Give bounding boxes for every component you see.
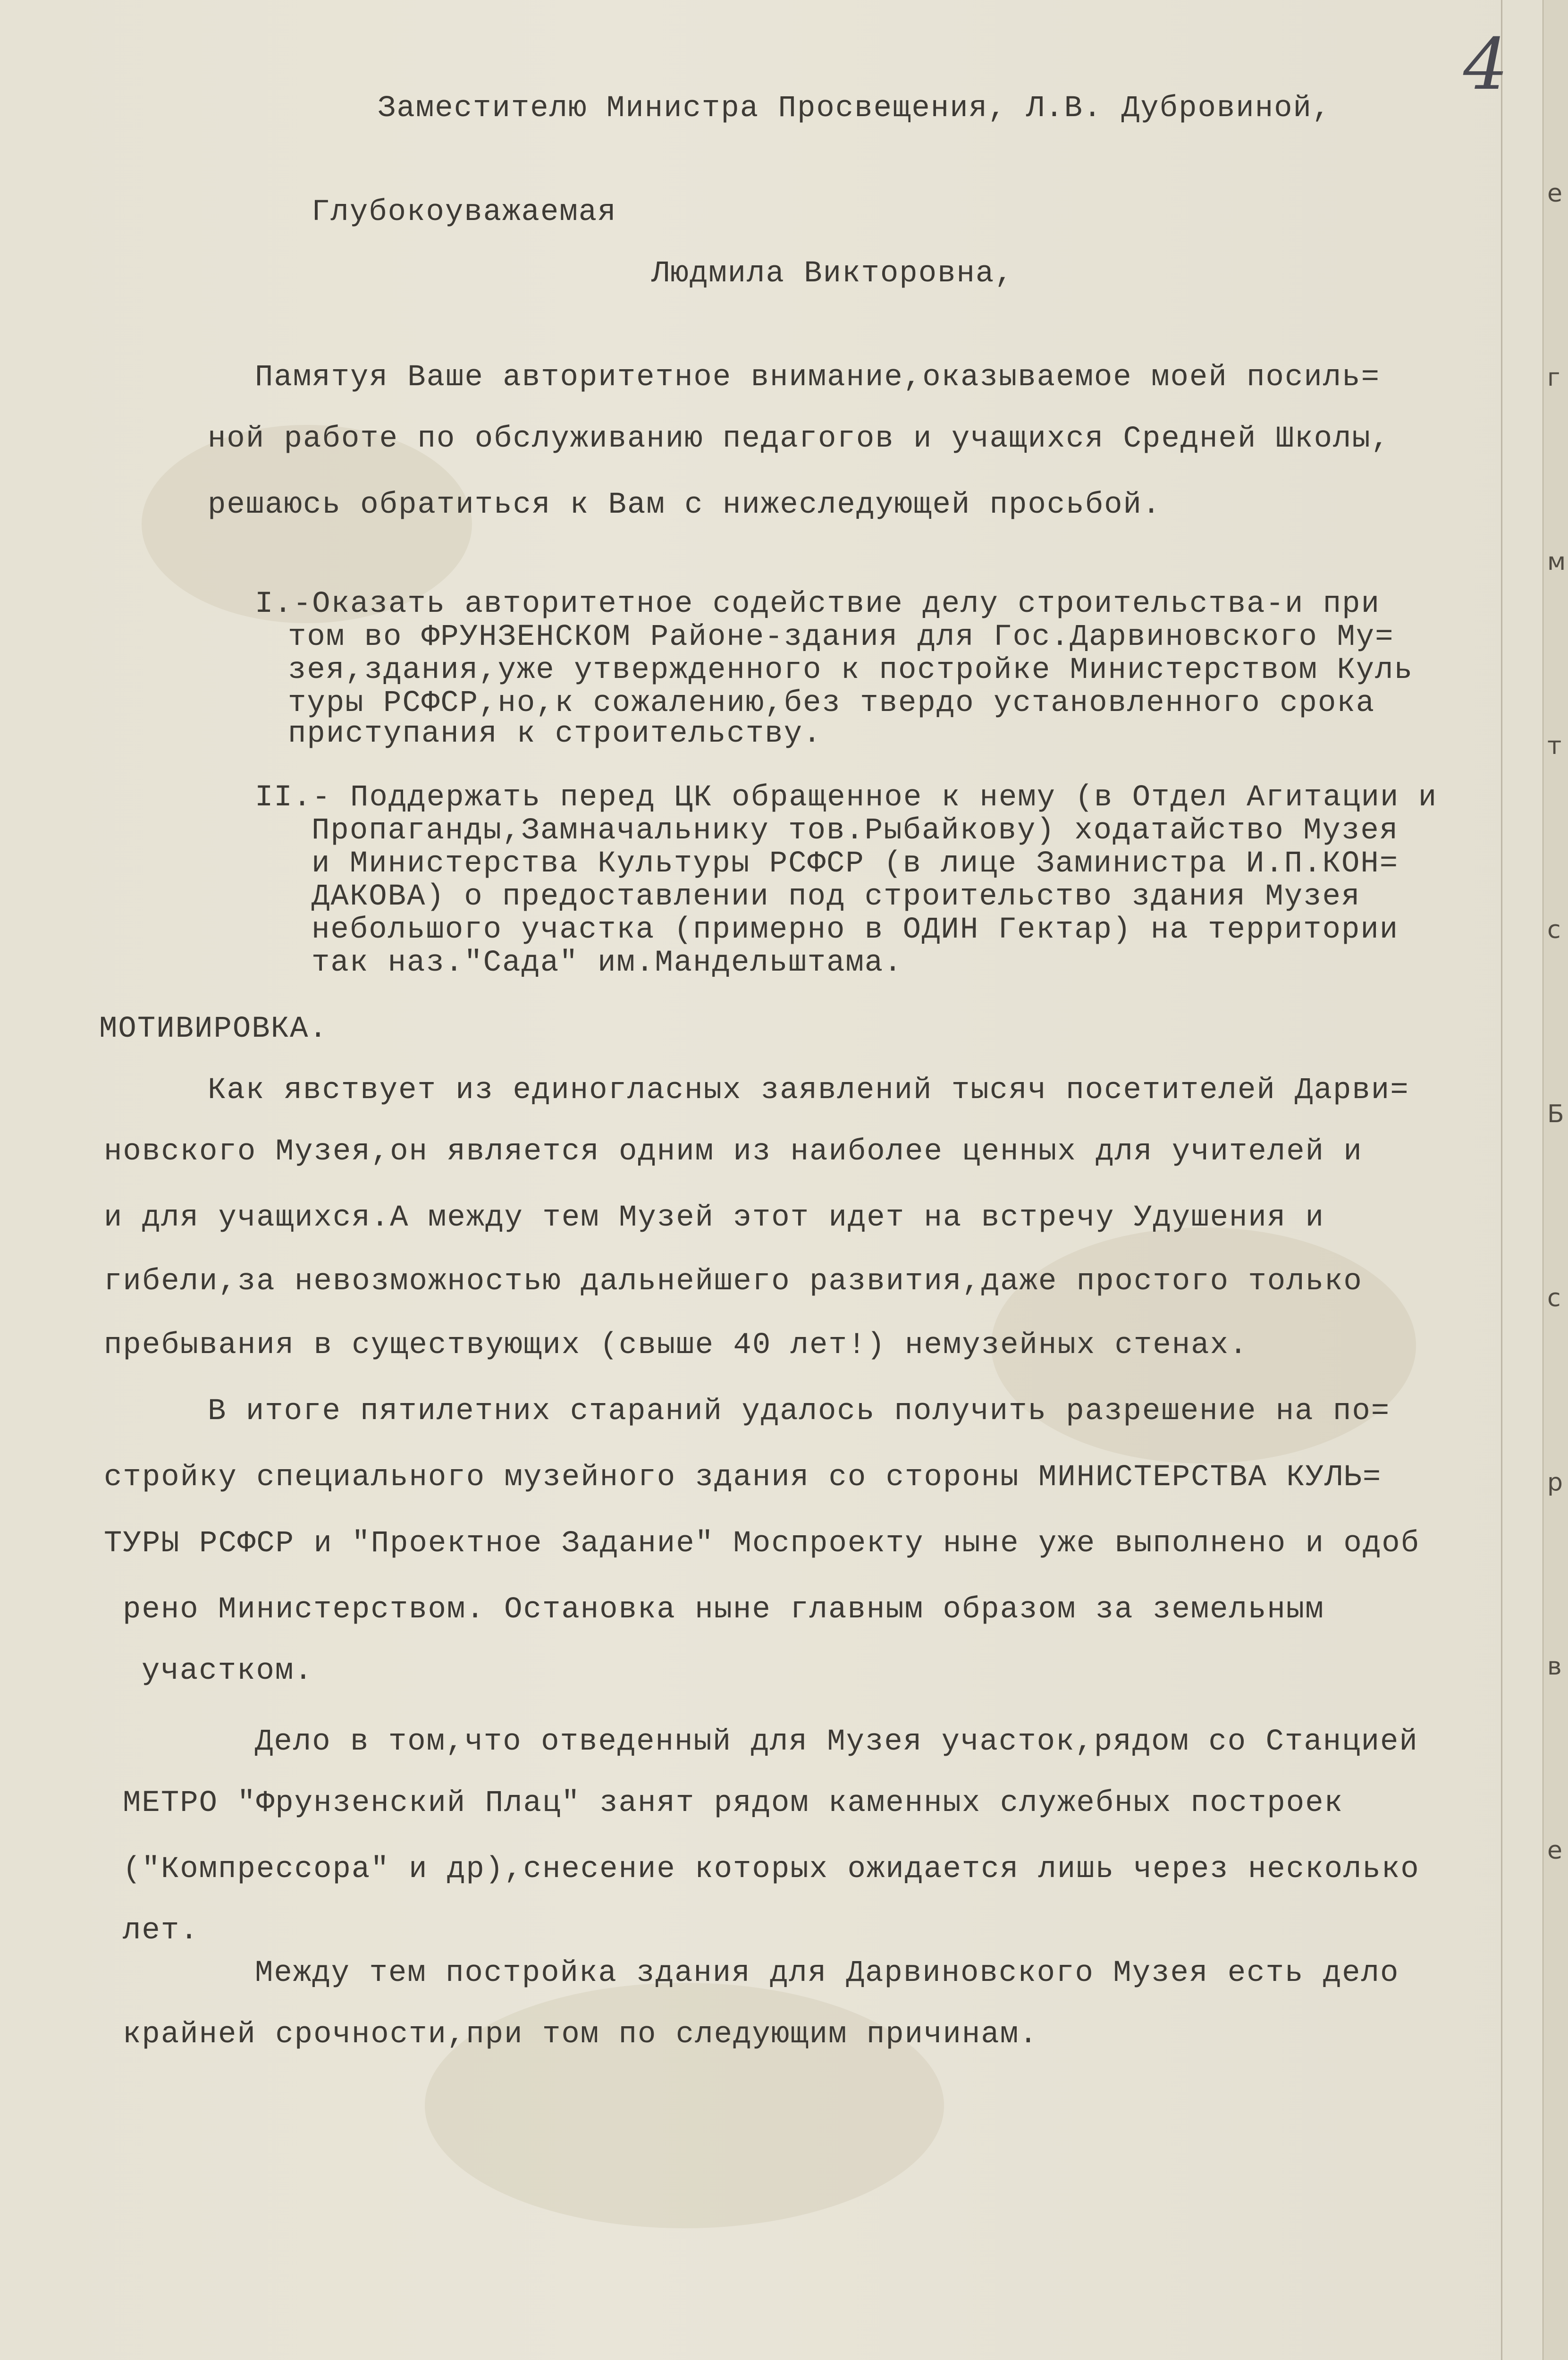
request-2-line: II.- Поддержать перед ЦК обращенное к нему (в Отдел Агитации и xyxy=(255,781,1438,815)
request-2-line: ДАКОВА) о предоставлении под строительство здания Музея xyxy=(312,880,1361,914)
addressee-line: Заместителю Министра Просвещения, Л.В. Дубровиной, xyxy=(378,92,1332,126)
request-2-line: и Министерства Культуры РСФСР (в лице Заминистра И.П.КОН= xyxy=(312,847,1399,881)
margin-letter: е xyxy=(1547,1836,1562,1865)
margin-letter: е xyxy=(1547,179,1562,208)
margin-letter: Б xyxy=(1547,1100,1564,1128)
motivation-line: ("Компрессора" и др),снесение которых ожидается лишь через несколько xyxy=(123,1852,1420,1886)
margin-letter: г xyxy=(1547,364,1560,392)
motivation-line: стройку специального музейного здания со стороны МИНИСТЕРСТВА КУЛЬ= xyxy=(104,1461,1382,1495)
underlying-page-text xyxy=(1547,179,1566,2021)
request-2-line: Пропаганды,Замначальнику тов.Рыбайкову) ходатайство Музея xyxy=(312,814,1399,848)
request-1-line: I.-Оказать авторитетное содействие делу строительства-и при xyxy=(255,587,1380,621)
section-heading: МОТИВИРОВКА. xyxy=(99,1012,328,1046)
intro-line: решаюсь обратиться к Вам с нижеследующей просьбой. xyxy=(208,488,1162,522)
request-1-line: приступания к строительству. xyxy=(288,717,822,751)
motivation-line: новского Музея,он является одним из наиболее ценных для учителей и xyxy=(104,1135,1363,1169)
margin-letter: в xyxy=(1547,1652,1562,1681)
margin-letter: т xyxy=(1547,732,1562,760)
motivation-line: Дело в том,что отведенный для Музея участок,рядом со Станцией xyxy=(255,1725,1418,1759)
motivation-line: пребывания в существующих (свыше 40 лет!) немузейных стенах. xyxy=(104,1328,1248,1362)
motivation-line: Как явствует из единогласных заявлений тысяч посетителей Дарви= xyxy=(208,1074,1409,1108)
request-1-line: зея,здания,уже утвержденного к постройке Министерством Куль xyxy=(288,653,1413,687)
motivation-line: участком. xyxy=(142,1654,313,1688)
request-1-line: том во ФРУНЗЕНСКОМ Районе-здания для Гос.Дарвиновского Му= xyxy=(288,620,1394,654)
motivation-line: крайней срочности,при том по следующим причинам. xyxy=(123,2018,1038,2052)
motivation-line: МЕТРО "Фрунзенский Плац" занят рядом каменных служебных построек xyxy=(123,1786,1343,1820)
salutation-line-2: Людмила Викторовна, xyxy=(651,257,1014,291)
margin-letter: с xyxy=(1547,916,1561,944)
margin-letter: р xyxy=(1547,1468,1563,1497)
request-2-line: так наз."Сада" им.Мандельштама. xyxy=(312,946,903,980)
intro-line: Памятуя Ваше авторитетное внимание,оказываемое моей посиль= xyxy=(255,361,1380,395)
motivation-line: и для учащихся.А между тем Музей этот идет на встречу Удушения и xyxy=(104,1201,1324,1235)
request-1-line: туры РСФСР,но,к сожалению,без твердо установленного срока xyxy=(288,686,1375,720)
motivation-line: рено Министерством. Остановка ныне главным образом за земельным xyxy=(123,1593,1324,1627)
intro-line: ной работе по обслуживанию педагогов и учащихся Средней Школы, xyxy=(208,422,1391,456)
motivation-line: гибели,за невозможностью дальнейшего развития,даже простого только xyxy=(104,1265,1363,1299)
margin-letter: м xyxy=(1547,548,1566,576)
page-stack-edge xyxy=(1501,0,1502,2360)
salutation-line-1: Глубокоуважаемая xyxy=(312,195,617,229)
page-number: 4 xyxy=(1463,24,1509,106)
motivation-line: ТУРЫ РСФСР и "Проектное Задание" Моспроекту ныне уже выполнено и одоб xyxy=(104,1527,1420,1561)
request-2-line: небольшого участка (примерно в ОДИН Гектар) на территории xyxy=(312,913,1399,947)
motivation-line: Между тем постройка здания для Дарвиновского Музея есть дело xyxy=(255,1956,1399,1990)
motivation-line: В итоге пятилетних стараний удалось получить разрешение на по= xyxy=(208,1395,1391,1429)
margin-letter: с xyxy=(1547,1284,1561,1312)
motivation-line: лет. xyxy=(123,1914,199,1948)
